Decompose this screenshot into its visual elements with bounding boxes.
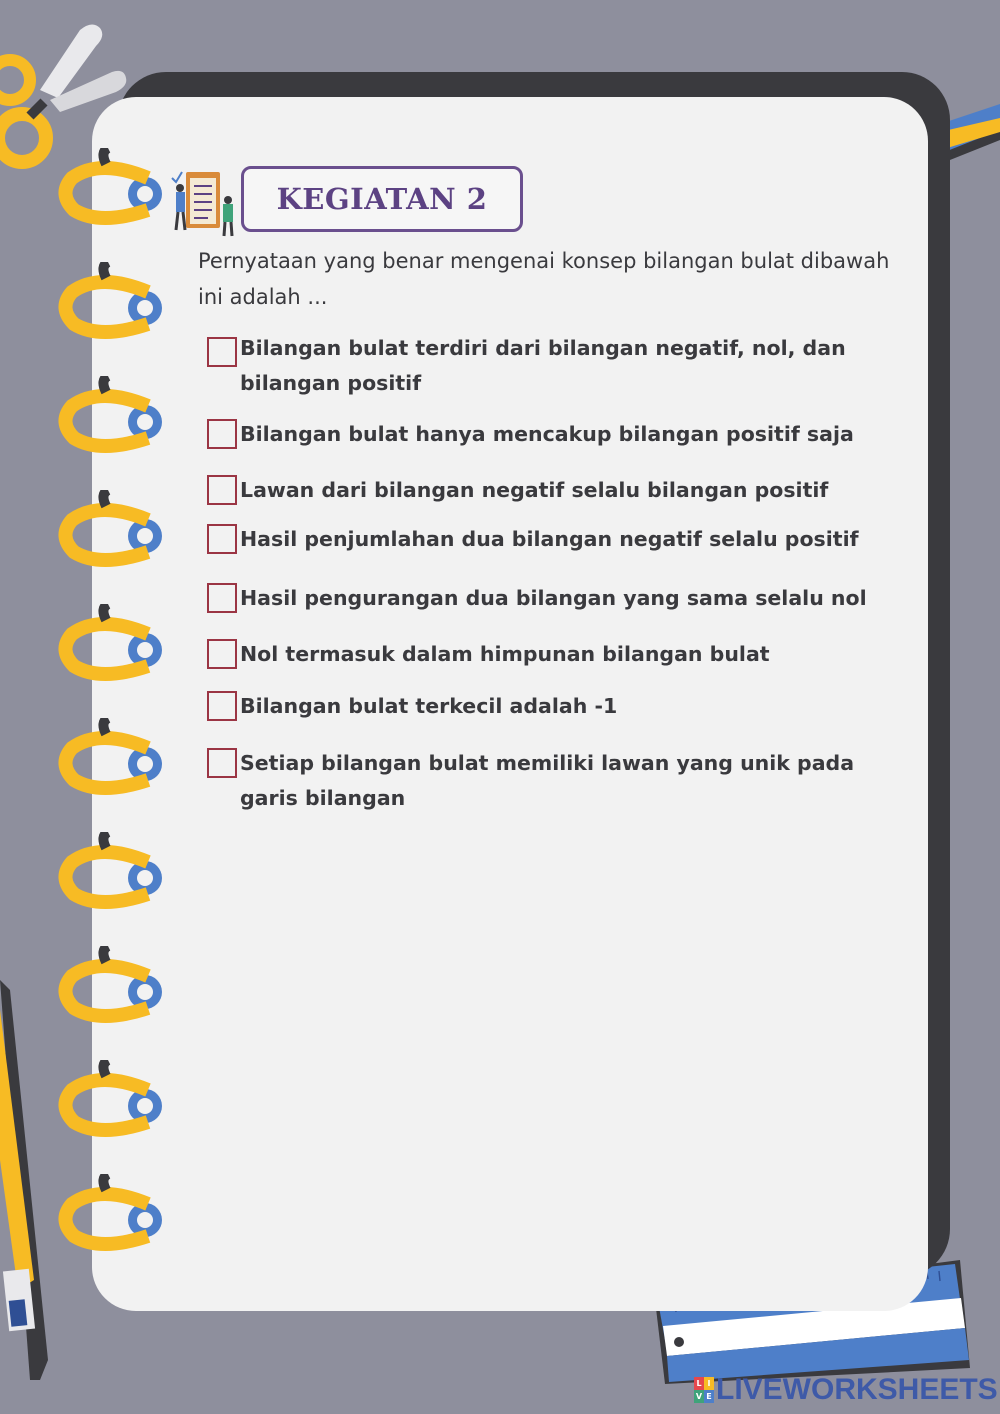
option-label: Lawan dari bilangan negatif selalu bilangan positif (240, 478, 829, 502)
answer-checkbox[interactable] (207, 337, 237, 367)
spiral-ring-icon (40, 946, 170, 1036)
brand-name: LIVEWORKSHEETS (716, 1373, 998, 1406)
spiral-ring-icon (40, 718, 170, 808)
spiral-ring-icon (40, 490, 170, 580)
liveworksheets-logo[interactable] (694, 1373, 998, 1407)
logo-letter: L (694, 1377, 704, 1390)
logo-letter: I (704, 1377, 714, 1390)
answer-checkbox[interactable] (207, 748, 237, 778)
logo-letter: E (704, 1390, 714, 1403)
answer-checkbox[interactable] (207, 639, 237, 669)
option-label: Hasil penjumlahan dua bilangan negatif selalu positif (240, 527, 859, 551)
spiral-ring-icon (40, 262, 170, 352)
option-label: Bilangan bulat hanya mencakup bilangan positif saja (240, 422, 854, 446)
checklist-illustration (168, 166, 238, 238)
answer-checkbox[interactable] (207, 524, 237, 554)
spiral-ring-icon (40, 832, 170, 922)
option-label: Hasil pengurangan dua bilangan yang sama selalu nol (240, 586, 867, 610)
spiral-ring-icon (40, 604, 170, 694)
answer-checkbox[interactable] (207, 475, 237, 505)
spiral-ring-icon (40, 376, 170, 466)
spiral-ring-icon (40, 1060, 170, 1150)
question-text: Pernyataan yang benar mengenai konsep bilangan bulat dibawah ini adalah ... (198, 249, 890, 309)
title-box (241, 166, 523, 232)
option-label: Bilangan bulat terkecil adalah -1 (240, 694, 618, 718)
option-label: Nol termasuk dalam himpunan bilangan bulat (240, 642, 770, 666)
answer-checkbox[interactable] (207, 691, 237, 721)
answer-checkbox[interactable] (207, 419, 237, 449)
answer-checkbox[interactable] (207, 583, 237, 613)
liveworksheets-icon (694, 1377, 714, 1403)
page-title: KEGIATAN 2 (276, 182, 488, 216)
logo-letter: V (694, 1390, 704, 1403)
option-label: Bilangan bulat terdiri dari bilangan negatif, nol, dan bilangan positif (240, 336, 846, 395)
option-label: Setiap bilangan bulat memiliki lawan yang unik pada garis bilangan (240, 751, 855, 810)
spiral-ring-icon (40, 148, 170, 238)
spiral-ring-icon (40, 1174, 170, 1264)
